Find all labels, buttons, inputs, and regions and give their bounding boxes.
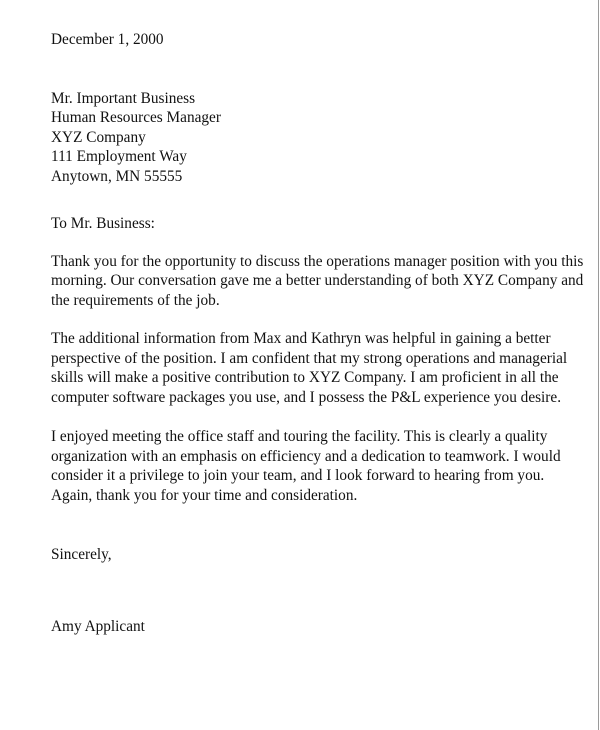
body-paragraph-3: I enjoyed meeting the office staff and touring the facility. This is clearly a quality organization with an emphasis on efficiency and a dedication to teamwork. I would consider it a privilege to join your team, and I look forward to hearing from you. Again, thank you for your time and consideration. bbox=[51, 428, 561, 504]
letter-date: December 1, 2000 bbox=[51, 31, 164, 48]
recipient-name: Mr. Important Business bbox=[51, 89, 196, 107]
body-paragraph-2: The additional information from Max and Kathryn was helpful in gaining a better perspective of the position. I am confident that my strong operations and managerial skills will make a positive contribution to XYZ Company. I am proficient in all the computer software packages you use, and I possess the P&L experience you desire. bbox=[51, 330, 568, 406]
letter-body bbox=[51, 30, 586, 636]
recipient-address bbox=[51, 89, 586, 187]
body-paragraph-1: Thank you for the opportunity to discuss the operations manager position with you this morning. Our conversation gave me a better understanding of both XYZ Company and the requirements of the job. bbox=[51, 252, 584, 309]
recipient-title: Human Resources Manager bbox=[51, 109, 221, 126]
recipient-street: 111 Employment Way bbox=[51, 148, 187, 165]
signature-name: Amy Applicant bbox=[51, 617, 145, 635]
closing: Sincerely, bbox=[51, 546, 112, 563]
recipient-company: XYZ Company bbox=[51, 128, 146, 146]
salutation: To Mr. Business: bbox=[51, 215, 155, 232]
recipient-city-state-zip: Anytown, MN 55555 bbox=[51, 167, 183, 185]
